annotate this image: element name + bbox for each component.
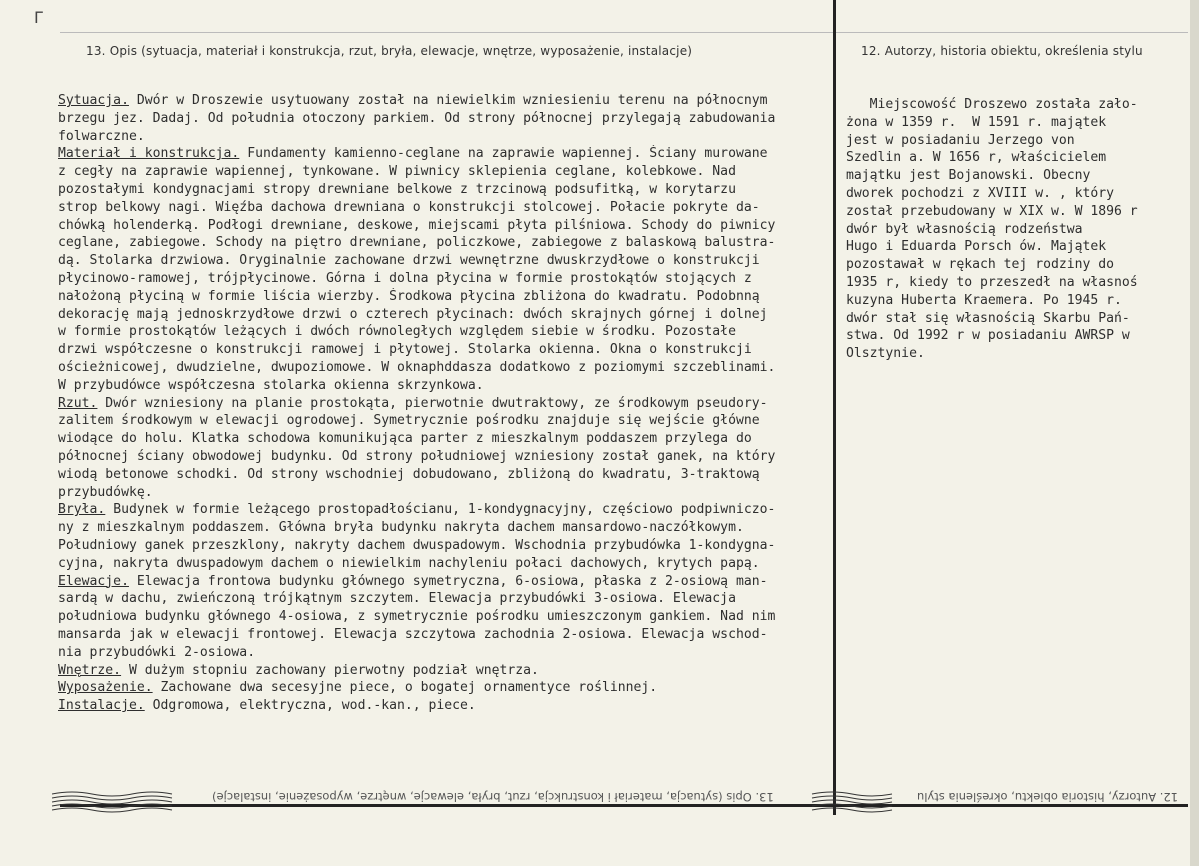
- history-line: Szedlin a. W 1656 r, właścicielem: [846, 150, 1107, 166]
- description-line-text: wiodą betonowe schodki. Od strony wschodniej dobudowano, zbliżoną do kwadratu, 3-traktową: [58, 466, 760, 482]
- history-line: jest w posiadaniu Jerzego von: [846, 132, 1075, 148]
- description-line-text: nałożoną płyciną w formie liścia wierzby. Środkowa płycina zbliżona do kwadratu. Podobnną: [58, 288, 760, 304]
- section-label: Wyposażenie.: [58, 680, 153, 696]
- description-line-text: Odgromowa, elektryczna, wod.-kan., piece.: [144, 698, 476, 714]
- description-line: [58, 92, 828, 110]
- description-line-text: nia przybudówki 2-osiowa.: [58, 644, 256, 660]
- description-line-text: dekorację mają jednoskrzydłowe drzwi o czterech płycinach: dwóch skrajnych górnej i dolnej: [58, 306, 768, 322]
- description-line: [58, 590, 828, 608]
- history-header: 12. Autorzy, historia obiektu, określenia stylu: [861, 44, 1143, 58]
- description-line-text: strop belkowy nagi. Więźba dachowa drewniana o konstrukcji stolcowej. Połacie pokryte da-: [58, 199, 760, 215]
- description-line-text: dą. Stolarka drzwiowa. Oryginalnie zachowane drzwi wewnętrzne dwuskrzydłowe o konstrukcji: [58, 253, 760, 269]
- description-line-text: wiodące do holu. Klatka schodowa komunikująca parter z mieszkalnym poddaszem przylega do: [58, 431, 752, 447]
- history-line: dwór był własnością rodzeństwa: [846, 221, 1083, 237]
- description-line-text: cyjna, nakryta dwuspadowym dachem o niewielkim nachyleniu połaci dachowych, krytych papą.: [58, 555, 760, 571]
- description-line-text: pozostałymi kondygnacjami stropy drewniane belkowe z trzcinową podsufitką, w korytarzu: [58, 181, 736, 197]
- top-rule: [60, 32, 1188, 33]
- description-line: [58, 110, 828, 128]
- history-line: Miejscowość Droszewo została zało-: [846, 97, 1138, 112]
- description-line-text: Dwór w Droszewie usytuowany został na niewielkim wzniesieniu terenu na północnym: [128, 93, 768, 108]
- history-text: [846, 96, 1186, 363]
- description-line: [58, 644, 828, 662]
- history-line: majątku jest Bojanowski. Obecny: [846, 168, 1091, 184]
- card-edge: [1190, 0, 1199, 866]
- description-line: [58, 377, 828, 395]
- description-line: [58, 145, 828, 163]
- description-line: [58, 306, 828, 324]
- description-line: [58, 501, 828, 519]
- description-line: [58, 608, 828, 626]
- description-line: [58, 679, 828, 697]
- description-line-text: w formie prostokątów leżących i dwóch równoległych względem siebie w środku. Pozostałe: [58, 324, 736, 340]
- description-line: [58, 537, 828, 555]
- history-line: dworek pochodzi z XVIII w. , który: [846, 185, 1115, 201]
- description-line-text: ceglane, zabiegowe. Schody na piętro drewniane, policzkowe, zabiegowe z balaskową balustra-: [58, 235, 776, 251]
- description-line: [58, 519, 828, 537]
- description-line: [58, 234, 828, 252]
- description-line-text: przybudówkę.: [58, 484, 153, 500]
- description-line: [58, 555, 828, 573]
- description-line: [58, 252, 828, 270]
- description-line: [58, 181, 828, 199]
- section-label: Sytuacja.: [58, 93, 129, 108]
- corner-mark: Γ: [34, 8, 43, 27]
- description-line: [58, 573, 828, 591]
- description-line-text: Fundamenty kamienno-ceglane na zaprawie wapiennej. Ściany murowane: [239, 146, 768, 162]
- description-line-text: chówką holenderką. Podłogi drewniane, deskowe, miejscami płyta pilśniowa. Schody do piwnicy: [58, 217, 776, 233]
- history-line: Hugo i Eduarda Porsch ów. Majątek: [846, 239, 1107, 255]
- description-line: [58, 484, 828, 502]
- description-line-text: północnej ściany obwodowej budynku. Od strony południowej wzniesiony został ganek, na który: [58, 448, 776, 464]
- description-line-text: Elewacja frontowa budynku głównego symetryczna, 6-osiowa, płaska z 2-osiową man-: [128, 573, 768, 589]
- description-line: [58, 412, 828, 430]
- history-line: dwór stał się własnością Skarbu Pań-: [846, 310, 1130, 326]
- description-line: [58, 359, 828, 377]
- history-line: 1935 r, kiedy to przeszedł na własnoś: [846, 274, 1138, 290]
- description-line-text: płycinowo-ramowej, trójpłycinowe. Górna i dolna płycina w formie prostokątów stojących z: [58, 270, 752, 286]
- description-line: [58, 626, 828, 644]
- description-line: [58, 163, 828, 181]
- history-line: został przebudowany w XIX w. W 1896 r: [846, 203, 1138, 219]
- description-line: [58, 341, 828, 359]
- history-line: pozostawał w rękach tej rodziny do: [846, 257, 1115, 273]
- description-line-text: ny z mieszkalnym poddaszem. Główna bryła budynku nakryta dachem mansardowo-naczółkowym.: [58, 520, 744, 536]
- description-line: [58, 662, 828, 680]
- description-line-text: zalitem środkowym w elewacji ogrodowej. Symetrycznie pośrodku znajduje się wejście główne: [58, 413, 760, 429]
- description-line-text: Zachowane dwa secesyjne piece, o bogatej ornamentyce roślinnej.: [152, 680, 658, 696]
- section-label: Elewacje.: [58, 573, 129, 589]
- description-line-text: ościeżnicowej, dwudzielne, dwupoziomowe. W oknaphddasza dodatkowo z poziomymi szczeblinami.: [58, 359, 776, 375]
- history-line: kuzyna Huberta Kraemera. Po 1945 r.: [846, 292, 1122, 308]
- description-line-text: folwarczne.: [58, 128, 145, 144]
- description-header: 13. Opis (sytuacja, materiał i konstrukcja, rzut, bryła, elewacje, wnętrze, wyposażenie, instalacje): [86, 44, 693, 58]
- description-line: [58, 288, 828, 306]
- description-line: [58, 323, 828, 341]
- section-label: Materiał i konstrukcja.: [58, 146, 240, 162]
- description-line: [58, 270, 828, 288]
- column-divider: [833, 0, 836, 815]
- description-line: [58, 448, 828, 466]
- description-line-text: Dwór wzniesiony na planie prostokąta, pierwotnie dwutraktowy, ze środkowym pseudory-: [97, 395, 768, 411]
- history-line: Olsztynie.: [846, 346, 925, 362]
- description-line: [58, 217, 828, 235]
- section-label: Rzut.: [58, 395, 98, 411]
- history-line: stwa. Od 1992 r w posiadaniu AWRSP w: [846, 328, 1130, 344]
- description-line: [58, 395, 828, 413]
- description-text: [58, 92, 828, 715]
- description-line-text: W przybudówce współczesna stolarka okienna skrzynkowa.: [58, 377, 484, 393]
- description-line: [58, 430, 828, 448]
- mirrored-header-right: 12. Autorzy, historia obiektu, określenia stylu: [917, 790, 1179, 804]
- history-line: żona w 1359 r. W 1591 r. majątek: [846, 114, 1107, 130]
- description-line: [58, 199, 828, 217]
- description-line-text: mansarda jak w elewacji frontowej. Elewacja szczytowa zachodnia 2-osiowa. Elewacja wschod-: [58, 626, 768, 642]
- description-line-text: Południowy ganek przeszklony, nakryty dachem dwuspadowym. Wschodnia przybudówka 1-kondygna-: [58, 537, 776, 553]
- description-line-text: Budynek w formie leżącego prostopadłościanu, 1-kondygnacyjny, częściowo podpiwniczo-: [105, 502, 776, 518]
- description-line: [58, 128, 828, 146]
- section-label: Bryła.: [58, 502, 106, 518]
- description-line-text: W dużym stopniu zachowany pierwotny podział wnętrza.: [121, 662, 539, 678]
- description-line-text: południowa budynku głównego 4-osiowa, z symetrycznie pośrodku umieszczonym gankiem. Nad nim: [58, 609, 776, 625]
- section-label: Wnętrze.: [58, 662, 122, 678]
- section-label: Instalacje.: [58, 698, 145, 714]
- description-line-text: z cegły na zaprawie wapiennej, tynkowane. W piwnicy sklepienia ceglane, kolebkowe. Nad: [58, 164, 736, 180]
- description-line-text: sardą w dachu, zwieńczoną trójkątnym szczytem. Elewacja przybudówki 3-osiowa. Elewacja: [58, 591, 736, 607]
- description-line-text: brzegu jez. Dadaj. Od południa otoczony parkiem. Od strony północnej przylegają zabudowania: [58, 110, 776, 126]
- description-line: [58, 466, 828, 484]
- description-line-text: drzwi współczesne o konstrukcji ramowej i płytowej. Stolarka okienna. Okna o konstrukcji: [58, 342, 752, 358]
- mirrored-header-left: 13. Opis (sytuacja, materiał i konstrukcja, rzut, bryła, elewacje, wnętrze, wyposażenie, instalacje): [212, 790, 774, 804]
- description-line: [58, 697, 828, 715]
